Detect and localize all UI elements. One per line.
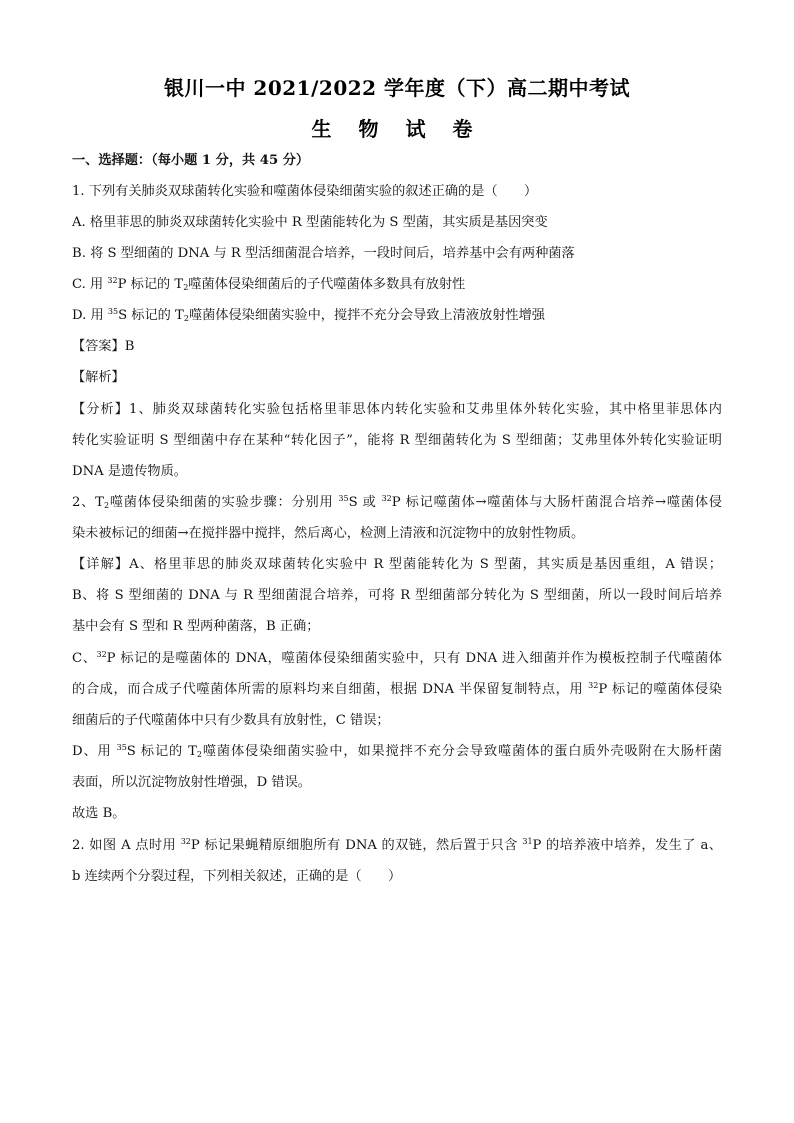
detail-line-6: 细菌后的子代噬菌体中只有少数具有放射性，C 错误；	[72, 713, 390, 728]
question-1-option-c: C. 用 $^{32}$P 标记的 $T_2$噬菌体侵染细菌后的子代噬菌体多数具有放射性	[72, 276, 466, 292]
question-2-line-1: 2. 如图 A 点时用 $^{32}$P 标记果蝇精原细胞所有 DNA 的双链，然后置于只含 $^{31}$P 的培养液中培养，发生了 a、	[72, 837, 722, 853]
detail-line-4: C、$^{32}$P 标记的是噬菌体的 DNA，噬菌体侵染细菌实验中，只有 DNA 进入细菌并作为模板控制子代噬菌体	[72, 650, 722, 666]
question-1-option-d: D. 用 $^{35}$S 标记的 $T_2$噬菌体侵染细菌实验中，搅拌不充分会导致上清液放射性增强	[72, 307, 545, 323]
detail-line-5: 的合成，而合成子代噬菌体所需的原料均来自细菌，根据 DNA 半保留复制特点，用 $^{32}$P 标记的噬菌体侵染	[72, 681, 722, 697]
analysis-line-1: 【分析】1、肺炎双球菌转化实验包括格里菲思体内转化实验和艾弗里体外转化实验，其中格里菲思体内	[72, 402, 722, 417]
analysis-line-4: 2、$T_2$噬菌体侵染细菌的实验步骤：分别用 $^{35}$S 或 $^{32}$P 标记噬菌体→噬菌体与大肠杆菌混合培养→噬菌体侵	[72, 494, 722, 510]
analysis-label: 【解析】	[72, 370, 125, 385]
analysis-line-2: 转化实验证明 S 型细菌中存在某种“转化因子”，能将 R 型细菌转化为 S 型细菌；艾弗里体外转化实验证明	[72, 433, 722, 448]
question-1-stem: 1. 下列有关肺炎双球菌转化实验和噬菌体侵染细菌实验的叙述正确的是（ ）	[72, 184, 538, 199]
detail-line-8: 表面，所以沉淀物放射性增强，D 错误。	[72, 775, 311, 790]
detail-line-7: D、用 $^{35}$S 标记的 $T_2$噬菌体侵染细菌实验中，如果搅拌不充分会导致噬菌体的蛋白质外壳吸附在大肠杆菌	[72, 743, 722, 759]
detail-conclusion: 故选 B。	[72, 806, 126, 821]
detail-line-3: 基中会有 S 型和 R 型两种菌落，B 正确；	[72, 619, 320, 634]
question-1-option-a: A. 格里菲思的肺炎双球菌转化实验中 R 型菌能转化为 S 型菌，其实质是基因突变	[72, 215, 548, 230]
question-1-option-b: B. 将 S 型细菌的 DNA 与 R 型活细菌混合培养，一段时间后，培养基中会有两种菌落	[72, 246, 575, 261]
analysis-line-3: DNA 是遗传物质。	[72, 464, 187, 479]
analysis-line-5: 染未被标记的细菌→在搅拌器中搅拌，然后离心，检测上清液和沉淀物中的放射性物质。	[72, 526, 585, 541]
exam-title: 银川一中 2021/2022 学年度（下）高二期中考试	[163, 76, 631, 100]
section-heading: 一、选择题：（每小题 1 分，共 45 分）	[72, 153, 310, 168]
detail-line-1: 【详解】A、格里菲思的肺炎双球菌转化实验中 R 型菌能转化为 S 型菌，其实质是基因重组，A 错误；	[72, 557, 722, 572]
exam-subtitle: 生 物 试 卷	[311, 117, 483, 141]
question-2-line-2: b 连续两个分裂过程，下列相关叙述，正确的是（ ）	[72, 869, 402, 884]
detail-line-2: B、将 S 型细菌的 DNA 与 R 型细菌混合培养，可将 R 型细菌部分转化为 S 型细菌，所以一段时间后培养	[72, 588, 722, 603]
answer-label: 【答案】B	[72, 339, 135, 354]
